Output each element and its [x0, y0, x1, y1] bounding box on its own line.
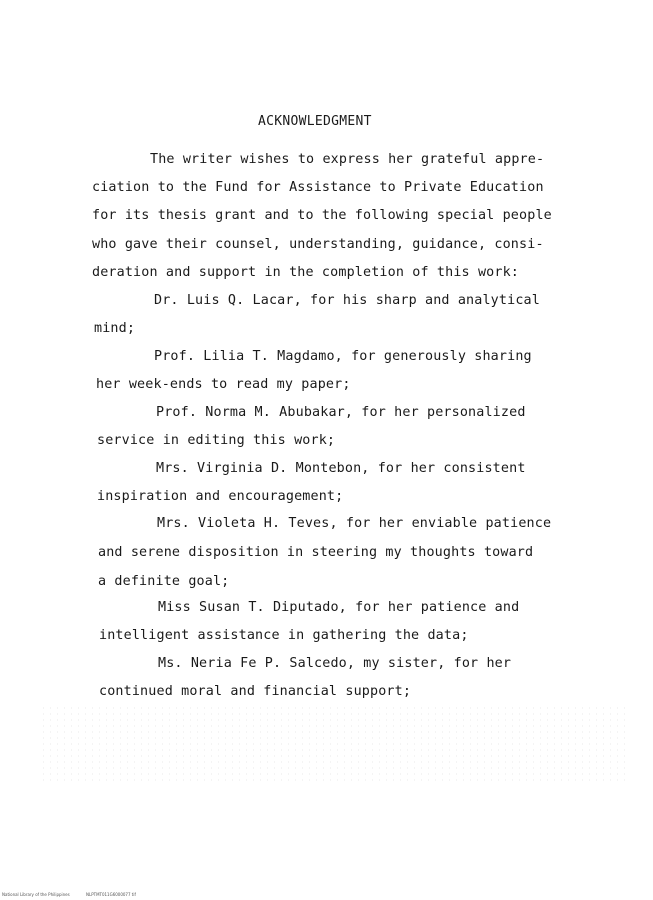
text-line: Ms. Neria Fe P. Salcedo, my sister, for her	[158, 656, 512, 671]
text-line: Dr. Luis Q. Lacar, for his sharp and analytical	[154, 293, 540, 308]
text-line: a definite goal;	[98, 574, 230, 589]
text-line: Prof. Norma M. Abubakar, for her personalized	[156, 405, 526, 420]
footer-source: National Library of the Philippines	[2, 892, 70, 897]
text-line: deration and support in the completion of this work:	[92, 265, 520, 280]
footer-code: NLPTMT011G6000077 tif	[86, 892, 136, 897]
text-line: The writer wishes to express her grateful appre-	[150, 152, 545, 167]
text-line: Miss Susan T. Diputado, for her patience and	[158, 600, 520, 615]
text-line: and serene disposition in steering my thoughts toward	[98, 545, 534, 560]
text-line: who gave their counsel, understanding, guidance, consi-	[92, 237, 544, 252]
text-line: mind;	[94, 321, 136, 336]
text-line: inspiration and encouragement;	[97, 489, 344, 504]
text-line: Mrs. Virginia D. Montebon, for her consistent	[156, 461, 526, 476]
text-line: ciation to the Fund for Assistance to Private Education	[92, 180, 544, 195]
text-line: for its thesis grant and to the following special people	[92, 208, 552, 223]
text-line: continued moral and financial support;	[99, 684, 412, 699]
text-line: her week-ends to read my paper;	[96, 377, 351, 392]
text-line: Mrs. Violeta H. Teves, for her enviable patience	[157, 516, 552, 531]
scan-noise	[40, 705, 630, 785]
text-line: intelligent assistance in gathering the data;	[99, 628, 469, 643]
page-title: ACKNOWLEDGMENT	[258, 114, 372, 129]
text-line: Prof. Lilia T. Magdamo, for generously sharing	[154, 349, 532, 364]
text-line: service in editing this work;	[97, 433, 336, 448]
